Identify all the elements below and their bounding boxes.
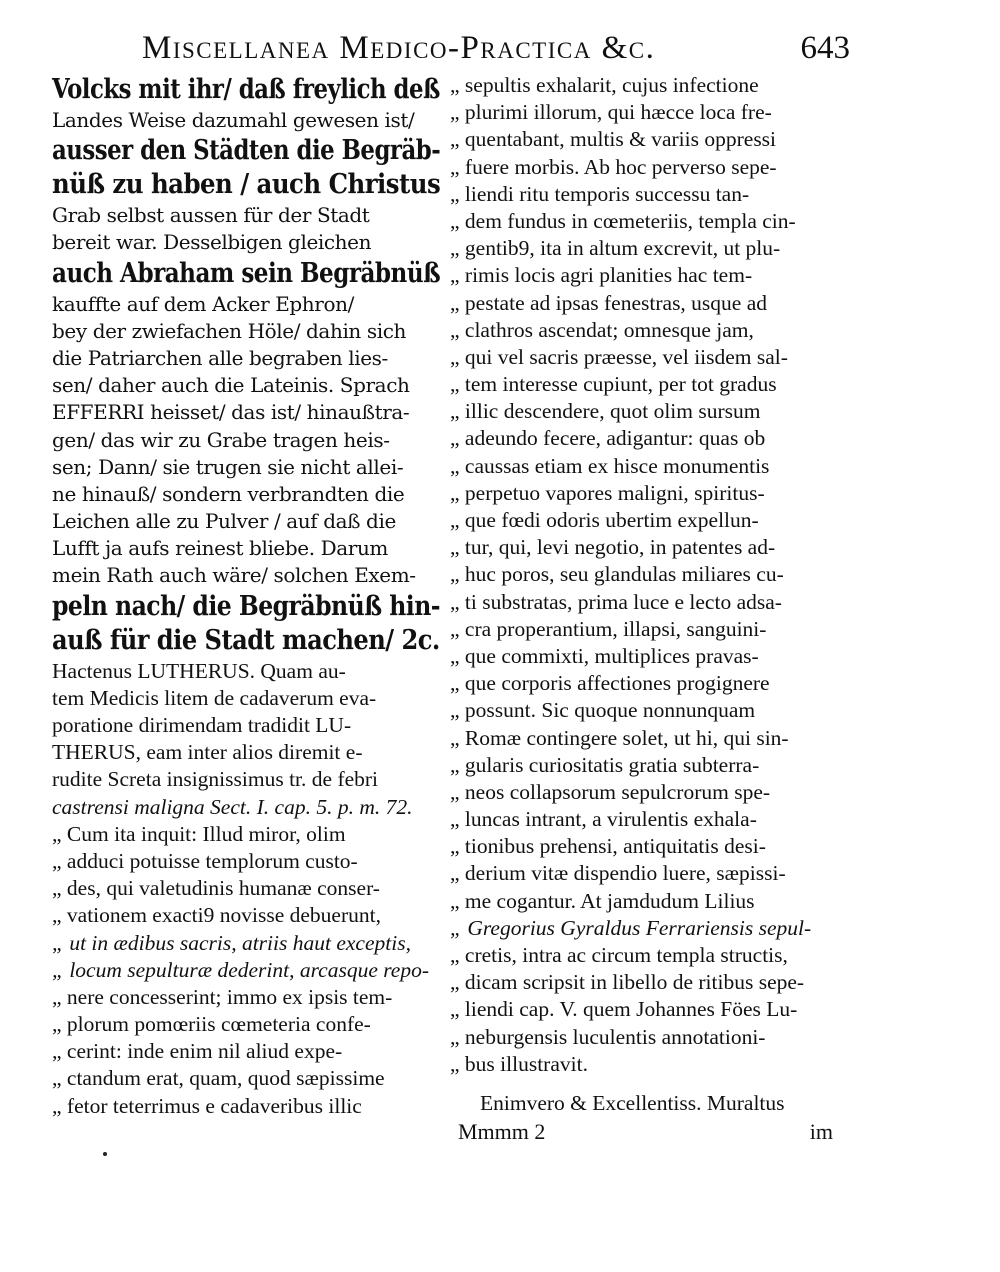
text-line: „ adeundo fecere, adigantur: quas ob <box>450 426 766 451</box>
signature-mark: Mmmm 2 <box>458 1119 546 1145</box>
text-line: „ ctandum erat, quam, quod sæpissime <box>52 1066 385 1091</box>
text-line: „ quentabant, multis & variis oppressi <box>450 127 777 152</box>
text-line: „ huc poros, seu glandulas miliares cu- <box>450 562 784 587</box>
text-line: „ cerint: inde enim nil aliud expe- <box>52 1039 343 1064</box>
text-line: „ des, qui valetudinis humanæ conser- <box>52 876 380 901</box>
text-line: ne hinauß/ sondern verbrandten die <box>52 481 405 506</box>
text-line: „ plurimi illorum, qui hæcce loca fre- <box>450 100 772 125</box>
text-line: „ plorum pomœriis cœmeteria confe- <box>52 1012 371 1037</box>
text-line: „ que fœdi odoris ubertim expellun- <box>450 508 759 532</box>
text-line: „ illic descendere, quot olim sursum <box>450 399 761 424</box>
text-line: rudite Screta insignissimus tr. de febri <box>52 767 379 792</box>
text-line: mein Rath auch wäre/ solchen Exem- <box>52 563 416 588</box>
text-line: „ neos collapsorum sepulcrorum spe- <box>450 779 771 804</box>
text-line: Lufft ja aufs reinest bliebe. Darum <box>52 536 388 561</box>
text-line: „ fuere morbis. Ab hoc perverso sepe- <box>450 154 777 179</box>
text-line: „ fetor teterrimus e cadaveribus illic <box>52 1093 362 1118</box>
text-line: bereit war. Desselbigen gleichen <box>52 230 372 255</box>
text-line: „ dicam scripsit in libello de ritibus sepe- <box>450 970 805 995</box>
text-line: „ liendi ritu temporis successu tan- <box>450 181 750 206</box>
text-line: gen/ das wir zu Grabe tragen heis- <box>52 427 390 452</box>
text-line: „ perpetuo vapores maligni, spiritus- <box>450 480 765 505</box>
text-line: THERUS, eam inter alios diremit e- <box>52 740 363 765</box>
text-line: „ adduci potuisse templorum custo- <box>52 848 358 873</box>
text-line: die Patriarchen alle begraben lies- <box>52 345 388 370</box>
text-line: „ tionibus prehensi, antiquitatis desi- <box>450 834 766 859</box>
text-line: „ Cum ita inquit: Illud miror, olim <box>52 821 346 846</box>
text-line: peln nach/ die Begräbnüß hin- <box>52 590 441 622</box>
text-line: „ clathros ascendat; omnesque jam, <box>450 317 754 342</box>
text-line: poratione dirimendam tradidit LU- <box>52 713 352 737</box>
text-line: „ ti substratas, prima luce e lecto adsa- <box>450 589 782 614</box>
text-line: auch Abraham sein Begräbnüß <box>52 257 441 289</box>
text-line: „ Gregorius Gyraldus Ferrariensis sepul- <box>450 915 812 940</box>
closing-line: Enimvero & Excellentiss. Muraltus <box>480 1090 785 1115</box>
catchword: im <box>809 1119 833 1145</box>
page-header <box>130 30 850 74</box>
text-line: „ tur, qui, levi negotio, in patentes ad- <box>450 535 776 560</box>
text-line: „ locum sepulturæ dederint, arcasque repo- <box>52 957 430 982</box>
text-line: „ Romæ contingere solet, ut hi, qui sin- <box>450 725 789 750</box>
text-line: „ gentib9, ita in altum excrevit, ut plu- <box>450 236 781 261</box>
text-line: „ vationem exacti9 novisse debuerunt, <box>52 903 381 928</box>
text-line: „ derium vitæ dispendio luere, sæpissi- <box>450 861 786 886</box>
text-line: „ dem fundus in cœmeteriis, templa cin- <box>450 208 796 233</box>
running-title: Miscellanea Medico-Practica &c. <box>142 30 656 66</box>
text-line: „ pestate ad ipsas fenestras, usque ad <box>450 290 768 315</box>
left-column <box>52 72 440 1120</box>
text-line: „ neburgensis luculentis annotationi- <box>450 1024 766 1049</box>
text-line: ausser den Städten die Begräb- <box>52 135 441 167</box>
text-line: „ qui vel sacris præesse, vel iisdem sal- <box>450 344 788 369</box>
text-line: „ tem interesse cupiunt, per tot gradus <box>450 372 777 397</box>
text-line: „ que commixti, multiplices pravas- <box>450 643 759 668</box>
text-line: „ rimis locis agri planities hac tem- <box>450 263 753 288</box>
text-line: sen; Dann/ sie trugen sie nicht allei- <box>52 454 404 479</box>
text-line: „ luncas intrant, a virulentis exhala- <box>450 807 757 832</box>
page-footer <box>450 1117 845 1147</box>
text-line: Leichen alle zu Pulver / auf daß die <box>52 509 396 534</box>
text-line: castrensi maligna Sect. I. cap. 5. p. m. 72. <box>52 794 413 819</box>
text-line: bey der zwiefachen Höle/ dahin sich <box>52 318 407 343</box>
text-line: „ ut in ædibus sacris, atriis haut exceptis, <box>52 930 411 955</box>
text-line: Volcks mit ihr/ daß freylich deß <box>52 74 440 105</box>
text-line: sen/ daher auch die Lateinis. Sprach <box>52 373 410 398</box>
text-line: „ me cogantur. At jamdudum Lilius <box>450 888 755 913</box>
text-line: kauffte auf dem Acker Ephron/ <box>52 291 354 316</box>
text-line: „ cretis, intra ac circum templa structis, <box>450 943 788 967</box>
text-line: „ cra properantium, illapsi, sanguini- <box>450 616 767 641</box>
text-line: „ liendi cap. V. quem Johannes Föes Lu- <box>450 997 798 1022</box>
ink-speck <box>103 1152 107 1156</box>
text-line: nüß zu haben / auch Christus <box>52 169 441 201</box>
text-line: Hactenus LUTHERUS. Quam au- <box>52 658 346 683</box>
text-line: tem Medicis litem de cadaverum eva- <box>52 685 377 710</box>
text-line: „ que corporis affectiones progignere <box>450 671 770 696</box>
text-line: „ possunt. Sic quoque nonnunquam <box>450 698 756 723</box>
text-line: „ caussas etiam ex hisce monumentis <box>450 453 770 478</box>
text-line: „ bus illustravit. <box>450 1051 588 1076</box>
text-line: Grab selbst aussen für der Stadt <box>52 203 370 228</box>
text-line: „ nere concesserint; immo ex ipsis tem- <box>52 984 393 1009</box>
text-line: Landes Weise dazumahl gewesen ist/ <box>52 108 415 132</box>
text-line: EFFERRI heisset/ das ist/ hinaußtra- <box>52 400 410 425</box>
text-line: auß für die Stadt machen/ 2c. <box>52 624 440 656</box>
text-line: „ sepultis exhalarit, cujus infectione <box>450 73 759 97</box>
text-line: „ gularis curiositatis gratia subterra- <box>450 752 760 777</box>
right-column <box>450 72 845 1147</box>
page-number: 643 <box>800 30 850 66</box>
